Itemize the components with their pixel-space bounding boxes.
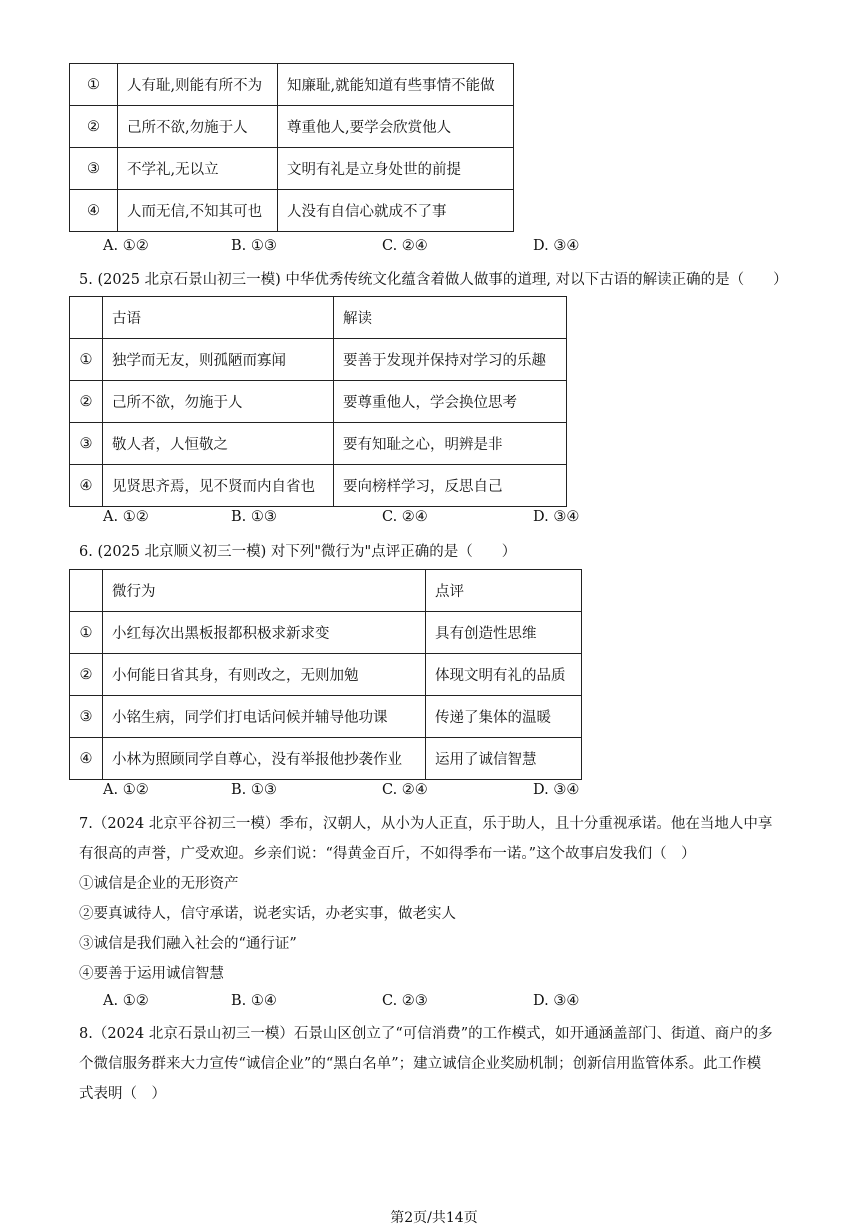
- table-header-row: [70, 297, 567, 339]
- row-number: ②: [70, 381, 103, 423]
- q7-statement-4: ④要善于运用诚信智慧: [79, 966, 224, 982]
- proverb-cell: 不学礼,无以立: [118, 148, 278, 190]
- table-row: [70, 423, 567, 465]
- option-a[interactable]: A. ①②: [103, 993, 149, 1009]
- q6-table: [69, 569, 582, 780]
- option-c[interactable]: C. ②④: [382, 782, 428, 798]
- proverb-cell: 敬人者，人恒敬之: [103, 423, 334, 465]
- option-b[interactable]: B. ①③: [231, 782, 277, 798]
- column-header-comment: 点评: [426, 570, 582, 612]
- behavior-cell: 小铭生病，同学们打电话问候并辅导他功课: [103, 696, 426, 738]
- q6-stem: 6. (2025 北京顺义初三一模) 对下列"微行为"点评正确的是（ ）: [79, 544, 517, 560]
- row-number: ③: [70, 696, 103, 738]
- q7-stem-line1: 7.（2024 北京平谷初三一模）季布，汉朝人，从小为人正直，乐于助人，且十分重视承诺。他在当地人中享: [79, 816, 773, 832]
- proverb-cell: 己所不欲,勿施于人: [118, 106, 278, 148]
- interpretation-cell: 人没有自信心就成不了事: [278, 190, 514, 232]
- interpretation-cell: 文明有礼是立身处世的前提: [278, 148, 514, 190]
- option-b[interactable]: B. ①③: [231, 509, 277, 525]
- q8-stem-line1: 8.（2024 北京石景山初三一模）石景山区创立了“可信消费”的工作模式，如开通涵盖部门、街道、商户的多: [79, 1026, 773, 1042]
- row-number: ②: [70, 106, 118, 148]
- row-number: ③: [70, 423, 103, 465]
- q5-stem: 5. (2025 北京石景山初三一模) 中华优秀传统文化蕴含着做人做事的道理, 对以下古语的解读正确的是（ ）: [79, 272, 788, 288]
- table-row: [70, 339, 567, 381]
- q7-stem-line2: 有很高的声誉，广受欢迎。乡亲们说：“得黄金百斤，不如得季布一诺。”这个故事启发我们（ ）: [79, 846, 696, 862]
- proverb-cell: 见贤思齐焉，见不贤而内自省也: [103, 465, 334, 507]
- q4-options: [0, 238, 868, 258]
- comment-cell: 具有创造性思维: [426, 612, 582, 654]
- column-header-behavior: 微行为: [103, 570, 426, 612]
- column-header-proverb: 古语: [103, 297, 334, 339]
- column-header-interpretation: 解读: [334, 297, 567, 339]
- row-number: ④: [70, 738, 103, 780]
- table-row: [70, 64, 514, 106]
- option-b[interactable]: B. ①④: [231, 993, 277, 1009]
- q7-statement-2: ②要真诚待人，信守承诺，说老实话，办老实事，做老实人: [79, 906, 456, 922]
- q7-statement-3: ③诚信是我们融入社会的“通行证”: [79, 936, 297, 952]
- row-number: ④: [70, 465, 103, 507]
- comment-cell: 体现文明有礼的品质: [426, 654, 582, 696]
- comment-cell: 运用了诚信智慧: [426, 738, 582, 780]
- row-number: ①: [70, 339, 103, 381]
- option-a[interactable]: A. ①②: [103, 782, 149, 798]
- interpretation-cell: 要有知耻之心，明辨是非: [334, 423, 567, 465]
- header-number: [70, 297, 103, 339]
- row-number: ①: [70, 612, 103, 654]
- interpretation-cell: 尊重他人,要学会欣赏他人: [278, 106, 514, 148]
- option-c[interactable]: C. ②③: [382, 993, 428, 1009]
- option-d[interactable]: D. ③④: [533, 509, 580, 525]
- row-number: ②: [70, 654, 103, 696]
- table-row: [70, 738, 582, 780]
- row-number: ③: [70, 148, 118, 190]
- option-a[interactable]: A. ①②: [103, 238, 149, 254]
- option-d[interactable]: D. ③④: [533, 238, 580, 254]
- comment-cell: 传递了集体的温暖: [426, 696, 582, 738]
- option-d[interactable]: D. ③④: [533, 782, 580, 798]
- q4-table: [69, 63, 514, 232]
- table-header-row: [70, 570, 582, 612]
- interpretation-cell: 知廉耻,就能知道有些事情不能做: [278, 64, 514, 106]
- page-number: 第2页/共14页: [390, 1210, 478, 1226]
- table-row: [70, 654, 582, 696]
- proverb-cell: 人有耻,则能有所不为: [118, 64, 278, 106]
- interpretation-cell: 要尊重他人，学会换位思考: [334, 381, 567, 423]
- proverb-cell: 己所不欲，勿施于人: [103, 381, 334, 423]
- table-row: [70, 612, 582, 654]
- table-row: [70, 696, 582, 738]
- option-d[interactable]: D. ③④: [533, 993, 580, 1009]
- q8-stem-line3: 式表明（ ）: [79, 1086, 166, 1102]
- option-c[interactable]: C. ②④: [382, 238, 428, 254]
- behavior-cell: 小红每次出黑板报都积极求新求变: [103, 612, 426, 654]
- header-number: [70, 570, 103, 612]
- row-number: ①: [70, 64, 118, 106]
- q7-statement-1: ①诚信是企业的无形资产: [79, 876, 239, 892]
- q7-options: [0, 993, 868, 1013]
- behavior-cell: 小林为照顾同学自尊心，没有举报他抄袭作业: [103, 738, 426, 780]
- interpretation-cell: 要善于发现并保持对学习的乐趣: [334, 339, 567, 381]
- table-row: [70, 148, 514, 190]
- proverb-cell: 独学而无友，则孤陋而寡闻: [103, 339, 334, 381]
- option-b[interactable]: B. ①③: [231, 238, 277, 254]
- row-number: ④: [70, 190, 118, 232]
- interpretation-cell: 要向榜样学习，反思自己: [334, 465, 567, 507]
- proverb-cell: 人而无信,不知其可也: [118, 190, 278, 232]
- q5-options: [0, 509, 868, 529]
- table-row: [70, 190, 514, 232]
- behavior-cell: 小何能日省其身，有则改之，无则加勉: [103, 654, 426, 696]
- table-row: [70, 106, 514, 148]
- option-a[interactable]: A. ①②: [103, 509, 149, 525]
- q8-stem-line2: 个微信服务群来大力宣传“诚信企业”的“黑白名单”；建立诚信企业奖励机制；创新信用监管体系。此工作模: [79, 1056, 762, 1072]
- q5-table: [69, 296, 567, 507]
- option-c[interactable]: C. ②④: [382, 509, 428, 525]
- q6-options: [0, 782, 868, 802]
- table-row: [70, 381, 567, 423]
- table-row: [70, 465, 567, 507]
